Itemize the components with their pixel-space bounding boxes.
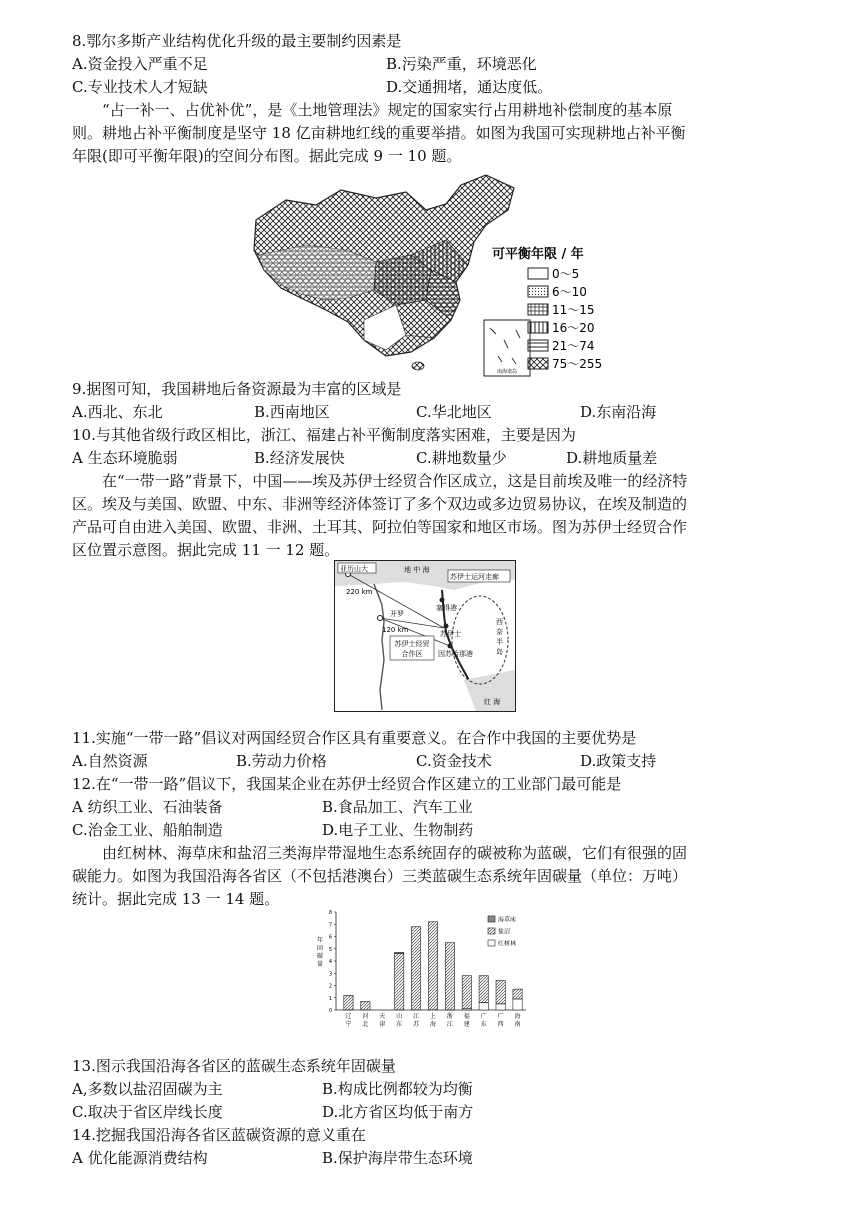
inset-label: 南海诸岛	[496, 369, 518, 375]
q8-option-b: B.污染严重，环境恶化	[386, 55, 537, 73]
y-tick-label: 0	[328, 1008, 332, 1014]
legend-item-11-15	[528, 303, 595, 317]
port-said-label: 塞得港	[436, 604, 457, 612]
svg-text:16～20: 16～20	[552, 321, 595, 335]
q12-stem: 12.在“一带一路”倡议下，我国某企业在苏伊士经贸合作区建立的工业部门最可能是	[72, 775, 622, 793]
svg-text:21～74: 21～74	[552, 339, 595, 353]
q10-stem: 10.与其他省级行政区相比，浙江、福建占补平衡制度落实困难，主要是因为	[72, 426, 576, 444]
legend-swatch	[488, 940, 495, 946]
zone-label-2: 合作区	[401, 650, 423, 658]
bar-segment	[496, 981, 505, 1004]
sokhna-marker	[448, 644, 453, 649]
legend-label: 红树林	[498, 940, 517, 948]
bar-segment	[513, 999, 522, 1010]
legend-item-6-10	[528, 285, 587, 299]
svg-text:11～15: 11～15	[552, 303, 595, 317]
x-tick-label: 津	[379, 1021, 386, 1028]
cairo-label: 开罗	[390, 610, 404, 618]
q8-option-d: D.交通拥堵，通达度低。	[386, 78, 553, 96]
y-tick-label: 6	[328, 934, 332, 941]
x-tick-label: 浙	[446, 1013, 453, 1020]
q10-option-c: C.耕地数量少	[416, 449, 507, 467]
q11-option-d: D.政策支持	[580, 752, 657, 770]
mediterranean-label: 地 中 海	[404, 566, 430, 574]
x-tick-label: 建	[463, 1021, 470, 1028]
q13-stem: 13.图示我国沿海各省区的蓝碳生态系统年固碳量	[72, 1057, 396, 1075]
alexandria-label: 亚历山大	[340, 565, 368, 573]
legend-swatch	[488, 916, 495, 922]
q10-option-b: B.经济发展快	[254, 449, 345, 467]
bar-segment	[445, 943, 454, 1010]
intro-13-14-line-2: 碳能力。如图为我国沿海各省区（不包括港澳台）三类蓝碳生态系统年固碳量（单位：万吨）	[72, 867, 688, 885]
q14-option-b: B.保护海岸带生态环境	[322, 1149, 473, 1167]
y-tick-label: 1	[328, 995, 332, 1002]
legend-item-75-255	[528, 357, 602, 371]
y-axis-label: 年	[316, 937, 324, 944]
sinai-label-1: 西	[496, 618, 503, 626]
svg-text:75～255: 75～255	[552, 357, 603, 371]
distance-120-label: 120 km	[382, 626, 409, 634]
y-tick-label: 8	[328, 910, 332, 916]
q9-option-c: C.华北地区	[416, 403, 492, 421]
q13-option-b: B.构成比例都较为均衡	[322, 1080, 473, 1098]
y-axis-label: 固	[316, 945, 324, 952]
china-balance-years-map	[246, 170, 618, 380]
bar-segment	[479, 976, 488, 1003]
q13-option-d: D.北方省区均低于南方	[322, 1103, 474, 1121]
distance-220-label: 220 km	[346, 588, 373, 596]
x-tick-label: 广	[480, 1013, 487, 1020]
blue-carbon-chart	[312, 908, 534, 1034]
canal-corridor-label: 苏伊士运河走廊	[450, 573, 499, 581]
y-tick-label: 7	[328, 922, 332, 929]
bar-segment	[411, 927, 420, 1010]
q11-option-b: B.劳动力价格	[236, 752, 327, 770]
q10-option-a: A 生态环境脆弱	[72, 449, 178, 467]
port-said-marker	[440, 598, 445, 603]
legend-item-0-5	[528, 267, 579, 281]
suez-zone-map	[334, 560, 516, 712]
q13-option-c: C.取决于省区岸线长度	[72, 1103, 223, 1121]
bar-segment	[395, 954, 404, 1010]
q8-option-c: C.专业技术人才短缺	[72, 78, 208, 96]
y-tick-label: 4	[328, 959, 332, 965]
q9-option-a: A.西北、东北	[72, 403, 163, 421]
q12-option-a: A 纺织工业、石油装备	[72, 798, 223, 816]
x-tick-label: 江	[413, 1013, 420, 1020]
y-tick-label: 3	[328, 971, 332, 978]
x-tick-label: 山	[396, 1013, 403, 1020]
legend-swatch	[488, 928, 495, 934]
q13-option-a: A,多数以盐沼固碳为主	[72, 1080, 223, 1098]
intro-13-14-line-1: 由红树林、海草床和盐沼三类海岸带湿地生态系统固存的碳被称为蓝碳，它们有很强的固	[102, 844, 688, 862]
y-axis-label: 碳	[316, 953, 324, 960]
x-tick-label: 北	[362, 1021, 369, 1028]
bar-segment	[479, 1003, 488, 1010]
suez-marker	[444, 624, 449, 629]
bar-segment	[395, 952, 404, 953]
x-tick-label: 河	[362, 1013, 369, 1020]
legend-item-16-20	[528, 321, 595, 335]
intro-11-12-line-2: 区。埃及与美国、欧盟、中东、非洲等经济体签订了多个双边或多边贸易协议，在埃及制造的	[72, 495, 688, 513]
x-tick-label: 西	[497, 1021, 504, 1028]
bar-segment	[496, 1004, 505, 1010]
x-tick-label: 海	[429, 1021, 437, 1028]
legend-label: 盐沼	[498, 928, 511, 936]
q8-option-a: A.资金投入严重不足	[72, 55, 208, 73]
bar-segment	[428, 922, 437, 1010]
q11-option-c: C.资金技术	[416, 752, 492, 770]
intro-11-12-line-4: 区位置示意图。据此完成 11 一 12 题。	[72, 541, 340, 559]
bar-segment	[361, 1001, 370, 1010]
cairo-marker	[378, 616, 383, 621]
q12-option-d: D.电子工业、生物制药	[322, 821, 474, 839]
bar-segment	[513, 989, 522, 999]
sinai-label-3: 半	[496, 638, 503, 646]
intro-11-12-line-1: 在“一带一路”背景下，中国——埃及苏伊士经贸合作区成立，这是目前埃及唯一的经济特	[102, 472, 688, 490]
intro-9-10-line-3: 年限(即可平衡年限)的空间分布图。据此完成 9 一 10 题。	[72, 147, 462, 165]
intro-9-10-line-1: “占一补一、占优补优”，是《土地管理法》规定的国家实行占用耕地补偿制度的基本原	[102, 101, 673, 119]
x-tick-label: 天	[379, 1013, 386, 1020]
x-tick-label: 东	[480, 1021, 487, 1028]
x-tick-label: 上	[429, 1013, 437, 1020]
sokhna-label: 因苏哈那港	[438, 650, 473, 658]
y-tick-label: 5	[328, 946, 332, 953]
x-tick-label: 江	[446, 1021, 453, 1028]
y-axis-label: 量	[316, 961, 324, 968]
q9-stem: 9.据图可知，我国耕地后备资源最为丰富的区域是	[72, 380, 402, 398]
sinai-label-2: 奈	[496, 628, 503, 636]
intro-11-12-line-3: 产品可自由进入美国、欧盟、非洲、土耳其、阿拉伯等国家和地区市场。图为苏伊士经贸合作	[72, 518, 688, 536]
intro-13-14-line-3: 统计。据此完成 13 一 14 题。	[72, 890, 280, 908]
x-tick-label: 广	[497, 1013, 504, 1020]
y-tick-label: 2	[328, 983, 332, 990]
legend-title: 可平衡年限 / 年	[492, 247, 584, 262]
legend-item-21-74	[528, 339, 595, 353]
q14-stem: 14.挖掘我国沿海各省区蓝碳资源的意义重在	[72, 1126, 366, 1144]
intro-9-10-line-2: 则。耕地占补平衡制度是坚守 18 亿亩耕地红线的重要举措。如图为我国可实现耕地占补平衡	[72, 124, 686, 142]
bar-segment	[462, 976, 471, 1009]
q10-option-d: D.耕地质量差	[566, 449, 658, 467]
x-tick-label: 宁	[345, 1021, 352, 1028]
x-tick-label: 辽	[345, 1013, 352, 1020]
svg-text:6～10: 6～10	[552, 285, 587, 299]
hainan-island	[412, 362, 424, 370]
q9-option-d: D.东南沿海	[580, 403, 657, 421]
x-tick-label: 海	[514, 1013, 521, 1020]
x-tick-label: 东	[396, 1021, 403, 1028]
q11-option-a: A.自然资源	[72, 752, 148, 770]
bar-segment	[344, 995, 353, 1010]
suez-label: 苏伊士	[440, 630, 461, 638]
q12-option-b: B.食品加工、汽车工业	[322, 798, 473, 816]
q14-option-a: A 优化能源消费结构	[72, 1149, 208, 1167]
q11-stem: 11.实施“一带一路”倡议对两国经贸合作区具有重要意义。在合作中我国的主要优势是	[72, 729, 637, 747]
legend-label: 海草床	[498, 916, 517, 924]
q9-option-b: B.西南地区	[254, 403, 330, 421]
sinai-label-4: 岛	[496, 648, 503, 656]
x-tick-label: 南	[514, 1021, 521, 1028]
svg-text:0～5: 0～5	[552, 267, 580, 281]
x-tick-label: 苏	[413, 1021, 420, 1028]
q12-option-c: C.治金工业、船舶制造	[72, 821, 223, 839]
zone-label-1: 苏伊士经贸	[394, 640, 430, 648]
q8-stem: 8.鄂尔多斯产业结构优化升级的最主要制约因素是	[72, 32, 402, 50]
x-tick-label: 福	[463, 1013, 470, 1020]
red-sea-label: 红 海	[484, 698, 501, 706]
